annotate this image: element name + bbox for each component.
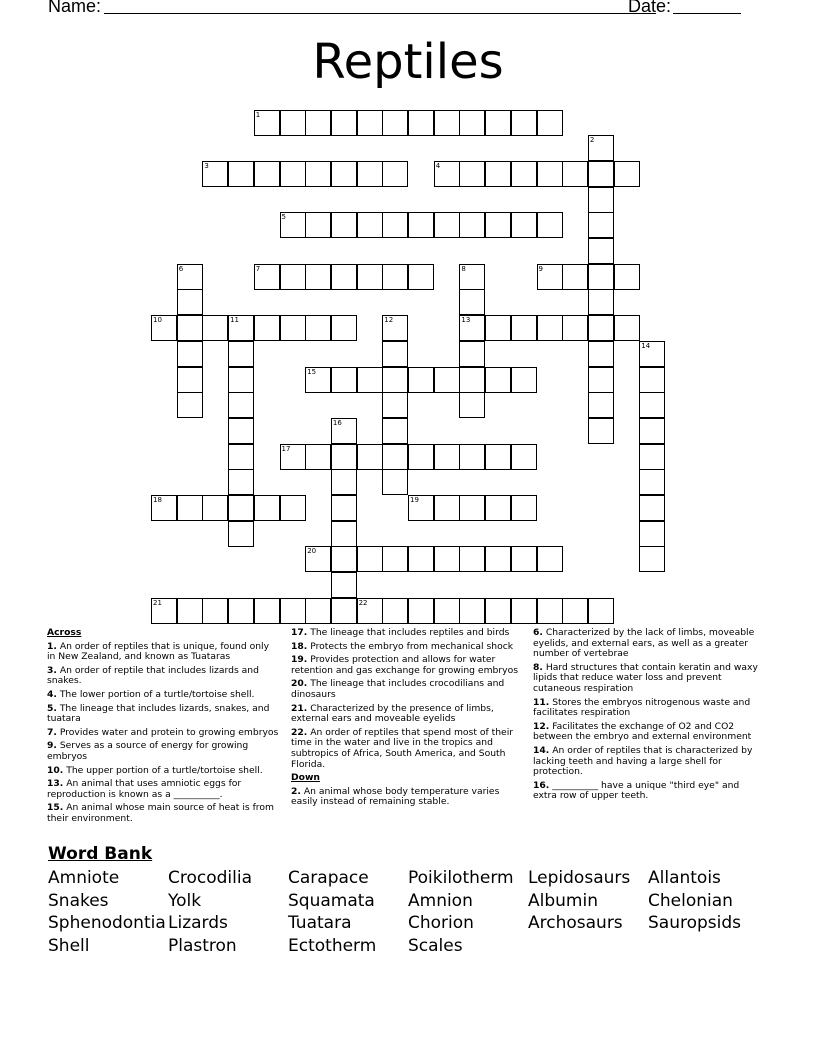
grid-cell[interactable] bbox=[357, 546, 383, 572]
word-bank-item: Snakes bbox=[48, 890, 109, 911]
word-bank-item: Poikilotherm bbox=[408, 868, 514, 888]
grid-cell[interactable] bbox=[614, 264, 640, 290]
grid-cell[interactable] bbox=[485, 161, 511, 187]
clue-text: An order of reptiles that is unique, found only in New Zealand, and known as Tuataras bbox=[47, 640, 270, 663]
grid-cell[interactable] bbox=[639, 495, 665, 521]
clue-number-label: 7 bbox=[255, 264, 261, 273]
clue-across-7 bbox=[47, 728, 279, 739]
grid-cell[interactable] bbox=[177, 598, 203, 624]
grid-cell[interactable] bbox=[511, 315, 537, 341]
grid-cell[interactable] bbox=[305, 264, 331, 290]
grid-cell[interactable] bbox=[331, 521, 357, 547]
clue-number-label: 19 bbox=[410, 496, 419, 504]
grid-cell[interactable] bbox=[382, 469, 408, 495]
clue-down-8 bbox=[533, 663, 765, 695]
word-bank-item: Sphenodontia bbox=[48, 913, 166, 934]
clue-number-label: 22 bbox=[358, 598, 368, 607]
clue-down-2 bbox=[291, 787, 523, 808]
grid-cell[interactable] bbox=[382, 341, 408, 367]
clue-number: 12. bbox=[533, 720, 550, 732]
grid-cell[interactable] bbox=[408, 110, 434, 136]
grid-cell[interactable] bbox=[434, 212, 460, 238]
grid-cell[interactable] bbox=[228, 418, 254, 444]
grid-cell[interactable] bbox=[177, 341, 203, 367]
grid-cell[interactable] bbox=[331, 315, 357, 341]
word-bank-item: Crocodilia bbox=[168, 868, 253, 888]
grid-cell[interactable] bbox=[382, 110, 408, 136]
clue-number: 2. bbox=[291, 785, 301, 797]
clue-number-label: 8 bbox=[461, 264, 466, 273]
grid-cell[interactable] bbox=[537, 598, 563, 624]
grid-cell[interactable] bbox=[639, 521, 665, 547]
clue-number: 7. bbox=[47, 726, 57, 738]
clue-number-label: 2 bbox=[589, 136, 595, 145]
grid-cell[interactable] bbox=[639, 341, 665, 367]
grid-cell[interactable] bbox=[639, 444, 665, 470]
clue-text: Characterized by the presence of limbs, external ears and moveable eyelids bbox=[291, 702, 494, 725]
word-bank-item: Allantois bbox=[648, 868, 721, 888]
clue-down-14 bbox=[533, 746, 765, 778]
word-bank-item: Lizards bbox=[168, 913, 228, 934]
grid-cell[interactable] bbox=[614, 161, 640, 187]
grid-cell[interactable] bbox=[562, 161, 588, 187]
grid-cell[interactable] bbox=[228, 367, 254, 393]
clue-across-18 bbox=[291, 642, 523, 653]
clue-across-10 bbox=[47, 766, 279, 777]
clue-text: An animal whose body temperature varies easily instead of remaining stable. bbox=[291, 785, 500, 808]
clue-across-1 bbox=[47, 642, 279, 663]
clue-number: 14. bbox=[533, 744, 550, 756]
clue-text: Serves as a source of energy for growing embryos bbox=[47, 740, 249, 762]
grid-cell[interactable] bbox=[151, 598, 177, 624]
grid-cell[interactable] bbox=[459, 289, 485, 315]
grid-cell[interactable] bbox=[408, 546, 434, 572]
grid-cell[interactable] bbox=[280, 110, 306, 136]
grid-cell[interactable] bbox=[562, 315, 588, 341]
grid-cell[interactable] bbox=[511, 367, 537, 393]
clue-text: Provides water and protein to growing embryos bbox=[59, 726, 279, 738]
clue-text: Characterized by the lack of limbs, moveable eyelids, and external ears, as well as a greater number of vertebrae bbox=[533, 627, 755, 660]
clue-across-22 bbox=[291, 728, 523, 770]
word-bank-item: Tuatara bbox=[288, 913, 352, 934]
clue-number: 20. bbox=[291, 678, 308, 690]
down-heading: Down bbox=[291, 772, 320, 784]
grid-cell[interactable] bbox=[588, 187, 614, 213]
word-bank-item: Scales bbox=[408, 936, 463, 957]
grid-cell[interactable] bbox=[382, 598, 408, 624]
grid-cell[interactable] bbox=[459, 546, 485, 572]
across-heading: Across bbox=[47, 627, 82, 638]
grid-cell[interactable] bbox=[408, 212, 434, 238]
grid-cell[interactable] bbox=[280, 264, 306, 290]
grid-cell[interactable] bbox=[331, 546, 357, 572]
grid-cell[interactable] bbox=[202, 161, 228, 187]
grid-cell[interactable] bbox=[382, 367, 408, 393]
grid-cell[interactable] bbox=[151, 315, 177, 341]
grid-cell[interactable] bbox=[639, 367, 665, 393]
grid-cell[interactable] bbox=[639, 469, 665, 495]
grid-cell[interactable] bbox=[382, 264, 408, 290]
grid-cell[interactable] bbox=[254, 315, 280, 341]
date-label: Date: bbox=[628, 0, 672, 16]
grid-cell[interactable] bbox=[434, 367, 460, 393]
grid-cell[interactable] bbox=[177, 315, 203, 341]
grid-cell[interactable] bbox=[408, 264, 434, 290]
grid-cell[interactable] bbox=[485, 110, 511, 136]
grid-cell[interactable] bbox=[228, 341, 254, 367]
clue-text: Hard structures that contain keratin and waxy lipids that reduce water loss and prevent cutaneous respiration bbox=[533, 661, 758, 694]
grid-cell[interactable] bbox=[562, 598, 588, 624]
grid-cell[interactable] bbox=[228, 315, 254, 341]
clue-text: Protects the embryo from mechanical shock bbox=[310, 640, 514, 652]
clue-number-label: 14 bbox=[641, 341, 651, 350]
grid-cell[interactable] bbox=[639, 546, 665, 572]
grid-cell[interactable] bbox=[357, 598, 383, 624]
grid-cell[interactable] bbox=[459, 264, 485, 290]
grid-cell[interactable] bbox=[382, 315, 408, 341]
grid-cell[interactable] bbox=[382, 212, 408, 238]
grid-cell[interactable] bbox=[357, 212, 383, 238]
grid-cell[interactable] bbox=[202, 495, 228, 521]
grid-cell[interactable] bbox=[305, 367, 331, 393]
clue-number-label: 21 bbox=[153, 598, 162, 607]
grid-cell[interactable] bbox=[588, 212, 614, 238]
clue-number: 17. bbox=[291, 627, 308, 638]
grid-cell[interactable] bbox=[459, 392, 485, 418]
clue-number: 15. bbox=[47, 802, 64, 814]
word-bank-item: Archosaurs bbox=[528, 913, 623, 934]
word-bank-item: Lepidosaurs bbox=[528, 868, 631, 888]
grid-cell[interactable] bbox=[151, 495, 177, 521]
grid-cell[interactable] bbox=[434, 598, 460, 624]
clue-number: 19. bbox=[291, 654, 308, 666]
clue-down-12 bbox=[533, 722, 765, 743]
clues-column-2 bbox=[291, 628, 523, 811]
grid-cell[interactable] bbox=[434, 495, 460, 521]
clue-text: An animal whose main source of heat is from their environment. bbox=[47, 802, 274, 824]
clue-number-label: 6 bbox=[178, 264, 184, 273]
grid-cell[interactable] bbox=[305, 444, 331, 470]
word-bank-item: Sauropsids bbox=[648, 913, 742, 934]
grid-cell[interactable] bbox=[459, 444, 485, 470]
name-label: Name: bbox=[48, 0, 102, 16]
word-bank-item: Amnion bbox=[408, 890, 473, 911]
grid-cell[interactable] bbox=[382, 161, 408, 187]
clue-number-label: 10 bbox=[153, 316, 162, 325]
word-bank-item: Albumin bbox=[528, 890, 598, 911]
grid-cell[interactable] bbox=[459, 598, 485, 624]
grid-cell[interactable] bbox=[434, 161, 460, 187]
grid-cell[interactable] bbox=[485, 444, 511, 470]
clue-number: 5. bbox=[47, 702, 57, 714]
grid-cell[interactable] bbox=[331, 418, 357, 444]
grid-cell[interactable] bbox=[305, 161, 331, 187]
grid-cell[interactable] bbox=[228, 598, 254, 624]
grid-cell[interactable] bbox=[588, 367, 614, 393]
clue-number: 11. bbox=[533, 696, 550, 708]
clue-text: The upper portion of a turtle/tortoise shell. bbox=[66, 764, 263, 776]
clue-number: 10. bbox=[47, 764, 64, 776]
grid-cell[interactable] bbox=[639, 418, 665, 444]
clue-across-13 bbox=[47, 779, 279, 800]
grid-cell[interactable] bbox=[639, 392, 665, 418]
grid-cell[interactable] bbox=[357, 444, 383, 470]
clue-text: An animal that uses amniotic eggs for reproduction is known as a __________. bbox=[47, 778, 242, 800]
word-bank-item: Plastron bbox=[168, 936, 237, 957]
clue-text: The lineage that includes lizards, snakes, and tuatara bbox=[47, 702, 270, 725]
grid-cell[interactable] bbox=[408, 598, 434, 624]
grid-cell[interactable] bbox=[382, 546, 408, 572]
grid-cell[interactable] bbox=[588, 392, 614, 418]
clue-text: An order of reptiles that is characterized by lacking teeth and having a large shell for protection. bbox=[533, 744, 753, 778]
grid-cell[interactable] bbox=[537, 161, 563, 187]
grid-cell[interactable] bbox=[511, 444, 537, 470]
clue-number: 3. bbox=[47, 664, 57, 676]
grid-cell[interactable] bbox=[357, 110, 383, 136]
grid-cell[interactable] bbox=[588, 315, 614, 341]
clue-number: 13. bbox=[47, 778, 64, 790]
word-bank-item: Yolk bbox=[168, 890, 202, 911]
grid-cell[interactable] bbox=[228, 444, 254, 470]
grid-cell[interactable] bbox=[434, 110, 460, 136]
grid-cell[interactable] bbox=[511, 598, 537, 624]
clues-column-3 bbox=[533, 628, 765, 805]
clue-number: 6. bbox=[533, 627, 543, 638]
clue-number: 22. bbox=[291, 726, 308, 738]
grid-cell[interactable] bbox=[562, 264, 588, 290]
clue-number-label: 1 bbox=[255, 110, 261, 119]
grid-cell[interactable] bbox=[177, 495, 203, 521]
clue-across-19 bbox=[291, 655, 523, 676]
grid-cell[interactable] bbox=[177, 392, 203, 418]
grid-cell[interactable] bbox=[588, 341, 614, 367]
grid-cell[interactable] bbox=[485, 315, 511, 341]
grid-cell[interactable] bbox=[459, 161, 485, 187]
word-bank-item: Shell bbox=[48, 936, 90, 957]
grid-cell[interactable] bbox=[408, 495, 434, 521]
grid-cell[interactable] bbox=[254, 495, 280, 521]
word-bank-item: Chelonian bbox=[648, 890, 733, 911]
grid-cell[interactable] bbox=[357, 161, 383, 187]
clue-number-label: 12 bbox=[384, 316, 394, 325]
word-bank-item: Ectotherm bbox=[288, 936, 377, 957]
grid-cell[interactable] bbox=[459, 341, 485, 367]
grid-cell[interactable] bbox=[331, 212, 357, 238]
word-bank-item: Amniote bbox=[48, 868, 120, 888]
word-bank-item: Chorion bbox=[408, 913, 474, 934]
clue-number: 9. bbox=[47, 740, 57, 752]
clue-across-3 bbox=[47, 666, 279, 687]
clue-number: 16. bbox=[533, 779, 550, 791]
grid-cell[interactable] bbox=[459, 110, 485, 136]
clue-number-label: 18 bbox=[153, 496, 162, 504]
grid-cell[interactable] bbox=[228, 521, 254, 547]
grid-cell[interactable] bbox=[382, 418, 408, 444]
clue-across-5 bbox=[47, 704, 279, 725]
grid-cell[interactable] bbox=[459, 367, 485, 393]
clue-number: 18. bbox=[291, 640, 308, 652]
grid-cell[interactable] bbox=[177, 264, 203, 290]
grid-cell[interactable] bbox=[228, 469, 254, 495]
grid-cell[interactable] bbox=[331, 264, 357, 290]
grid-cell[interactable] bbox=[254, 598, 280, 624]
grid-cell[interactable] bbox=[280, 495, 306, 521]
grid-cell[interactable] bbox=[588, 238, 614, 264]
grid-cell[interactable] bbox=[280, 212, 306, 238]
clue-number: 4. bbox=[47, 688, 57, 700]
grid-cell[interactable] bbox=[459, 315, 485, 341]
grid-cell[interactable] bbox=[254, 264, 280, 290]
word-bank bbox=[48, 867, 768, 958]
grid-cell[interactable] bbox=[331, 367, 357, 393]
grid-cell[interactable] bbox=[202, 315, 228, 341]
grid-cell[interactable] bbox=[280, 161, 306, 187]
clue-number-label: 4 bbox=[435, 161, 441, 170]
grid-cell[interactable] bbox=[459, 212, 485, 238]
grid-cell[interactable] bbox=[511, 161, 537, 187]
grid-cell[interactable] bbox=[202, 598, 228, 624]
grid-cell[interactable] bbox=[408, 367, 434, 393]
clue-across-20 bbox=[291, 679, 523, 700]
grid-cell[interactable] bbox=[537, 212, 563, 238]
grid-cell[interactable] bbox=[254, 161, 280, 187]
clue-text: The lower portion of a turtle/tortoise shell. bbox=[59, 688, 255, 700]
grid-cell[interactable] bbox=[588, 161, 614, 187]
clue-text: Stores the embryos nitrogenous waste and facilitates respiration bbox=[533, 696, 751, 719]
clue-text: The lineage that includes reptiles and birds bbox=[310, 627, 510, 638]
clue-number: 21. bbox=[291, 702, 308, 714]
clue-across-4 bbox=[47, 690, 279, 701]
grid-cell[interactable] bbox=[588, 418, 614, 444]
grid-cell[interactable] bbox=[434, 546, 460, 572]
clue-down-11 bbox=[533, 698, 765, 719]
grid-cell[interactable] bbox=[331, 161, 357, 187]
grid-cell[interactable] bbox=[228, 161, 254, 187]
page-title: Reptiles bbox=[312, 34, 504, 90]
grid-cell[interactable] bbox=[357, 264, 383, 290]
clue-number-label: 11 bbox=[230, 316, 240, 325]
grid-cell[interactable] bbox=[614, 315, 640, 341]
word-bank-item: Squamata bbox=[288, 890, 375, 911]
clue-number-label: 15 bbox=[307, 367, 317, 376]
grid-cell[interactable] bbox=[408, 444, 434, 470]
grid-cell[interactable] bbox=[485, 212, 511, 238]
word-bank-item: Carapace bbox=[288, 868, 369, 888]
grid-cell[interactable] bbox=[434, 444, 460, 470]
grid-cell[interactable] bbox=[588, 289, 614, 315]
clue-text: The lineage that includes crocodilians and dinosaurs bbox=[291, 678, 505, 700]
grid-cell[interactable] bbox=[537, 546, 563, 572]
clue-number-label: 3 bbox=[204, 161, 209, 170]
grid-cell[interactable] bbox=[305, 110, 331, 136]
grid-cell[interactable] bbox=[305, 315, 331, 341]
grid-cell[interactable] bbox=[382, 444, 408, 470]
grid-cell[interactable] bbox=[511, 212, 537, 238]
clue-across-17 bbox=[291, 628, 523, 639]
grid-cell[interactable] bbox=[485, 598, 511, 624]
grid-cell[interactable] bbox=[511, 110, 537, 136]
grid-cell[interactable] bbox=[537, 264, 563, 290]
word-bank-title: Word Bank bbox=[48, 844, 153, 864]
grid-cell[interactable] bbox=[588, 598, 614, 624]
grid-cell[interactable] bbox=[254, 110, 280, 136]
clue-number-label: 20 bbox=[307, 547, 317, 556]
grid-cell[interactable] bbox=[331, 572, 357, 598]
grid-cell[interactable] bbox=[280, 598, 306, 624]
grid-cell[interactable] bbox=[305, 212, 331, 238]
clue-text: Provides protection and allows for water retention and gas exchange for growing embryos bbox=[291, 654, 518, 676]
clue-number-label: 9 bbox=[538, 264, 543, 273]
grid-cell[interactable] bbox=[588, 264, 614, 290]
grid-cell[interactable] bbox=[331, 444, 357, 470]
grid-cell[interactable] bbox=[280, 315, 306, 341]
grid-cell[interactable] bbox=[228, 495, 254, 521]
grid-cell[interactable] bbox=[511, 546, 537, 572]
clues-column-1 bbox=[47, 628, 279, 828]
clue-down-16 bbox=[533, 781, 765, 802]
grid-cell[interactable] bbox=[459, 495, 485, 521]
clue-text: __________ have a unique "third eye" and extra row of upper teeth. bbox=[533, 779, 740, 802]
grid-cell[interactable] bbox=[537, 315, 563, 341]
clue-number: 1. bbox=[47, 640, 57, 652]
grid-cell[interactable] bbox=[357, 367, 383, 393]
grid-cell[interactable] bbox=[228, 392, 254, 418]
clue-text: Facilitates the exchange of O2 and CO2 between the embryo and external environment bbox=[533, 720, 752, 743]
clue-number: 8. bbox=[533, 661, 543, 673]
grid-cell[interactable] bbox=[177, 289, 203, 315]
grid-cell[interactable] bbox=[511, 495, 537, 521]
clue-text: An order of reptile that includes lizards and snakes. bbox=[47, 664, 259, 687]
clue-text: An order of reptiles that spend most of their time in the water and live in the tropics and subtropics of Africa, South America, and South Florida. bbox=[291, 726, 514, 770]
grid-cell[interactable] bbox=[280, 444, 306, 470]
grid-cell[interactable] bbox=[305, 546, 331, 572]
clue-number-label: 13 bbox=[461, 316, 471, 325]
clue-across-21 bbox=[291, 704, 523, 725]
grid-cell[interactable] bbox=[537, 110, 563, 136]
grid-cell[interactable] bbox=[588, 135, 614, 161]
grid-cell[interactable] bbox=[331, 495, 357, 521]
grid-cell[interactable] bbox=[485, 546, 511, 572]
clue-down-6 bbox=[533, 628, 765, 660]
clue-number-label: 17 bbox=[281, 444, 291, 453]
clue-across-15 bbox=[47, 803, 279, 824]
grid-cell[interactable] bbox=[485, 367, 511, 393]
grid-cell[interactable] bbox=[485, 495, 511, 521]
clue-across-9 bbox=[47, 741, 279, 762]
grid-cell[interactable] bbox=[331, 469, 357, 495]
grid-cell[interactable] bbox=[382, 392, 408, 418]
grid-cell[interactable] bbox=[177, 367, 203, 393]
grid-cell[interactable] bbox=[331, 598, 357, 624]
clue-number-label: 5 bbox=[281, 213, 286, 222]
clue-number-label: 16 bbox=[332, 418, 342, 427]
grid-cell[interactable] bbox=[331, 110, 357, 136]
grid-cell[interactable] bbox=[305, 598, 331, 624]
